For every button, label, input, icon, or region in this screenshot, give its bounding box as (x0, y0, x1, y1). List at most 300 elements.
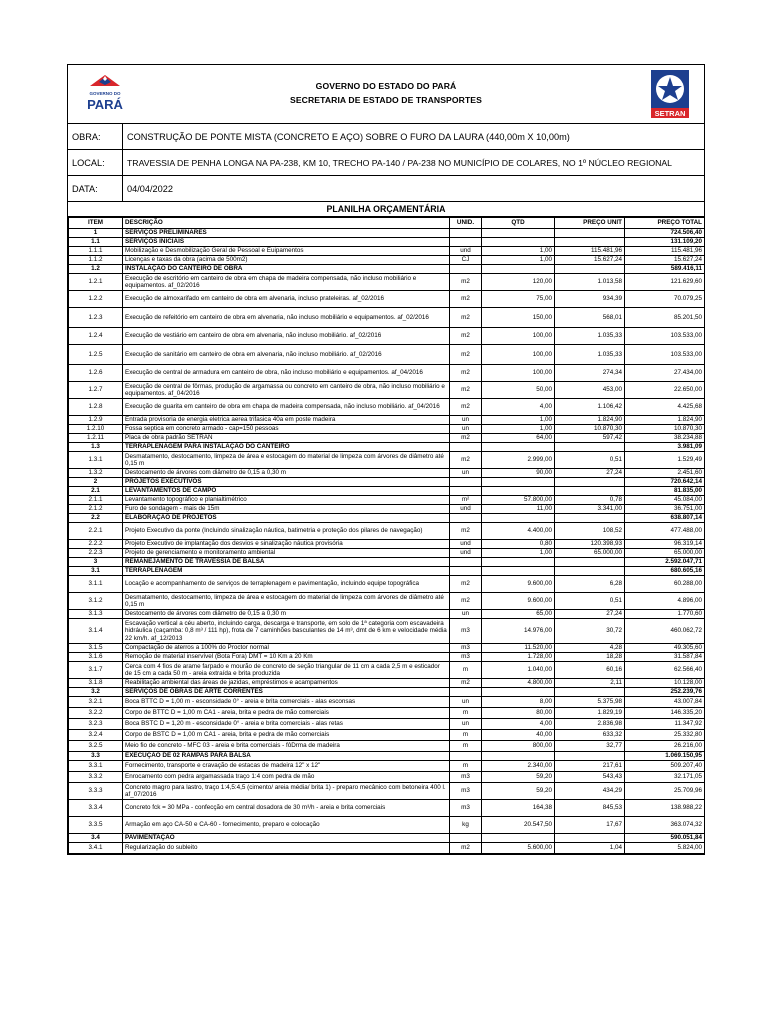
cell-qtd (482, 514, 555, 523)
table-row (69, 576, 705, 593)
cell-unid (450, 514, 482, 523)
table-row (69, 697, 705, 708)
cell-unid: m2 (450, 523, 482, 540)
table-section-row (69, 688, 705, 697)
table-section-row (69, 514, 705, 523)
cell-qtd: 9.600,00 (482, 576, 555, 593)
cell-qtd: 150,00 (482, 308, 555, 328)
cell-preco-total: 25.709,96 (625, 783, 705, 800)
cell-unid: m2 (450, 679, 482, 688)
para-government-logo (84, 73, 126, 115)
cell-qtd: 120,00 (482, 274, 555, 291)
table-row (69, 610, 705, 619)
cell-item: 1.2.2 (69, 291, 123, 308)
cell-qtd (482, 265, 555, 274)
table-row (69, 619, 705, 644)
cell-preco-total: 10.870,30 (625, 425, 705, 434)
cell-preco-unit: 27,24 (555, 469, 625, 478)
cell-item: 3.1.5 (69, 644, 123, 653)
table-section-row (69, 487, 705, 496)
cell-preco-total: 27.434,00 (625, 365, 705, 382)
cell-item: 2 (69, 478, 123, 487)
table-row (69, 345, 705, 365)
cell-qtd: 1,00 (482, 256, 555, 265)
table-row (69, 469, 705, 478)
cell-preco-unit (555, 443, 625, 452)
cell-qtd (482, 478, 555, 487)
cell-descricao: Furo de sondagem - mais de 15m (123, 505, 450, 514)
cell-qtd: 8,00 (482, 697, 555, 708)
cell-unid (450, 558, 482, 567)
cell-preco-unit: 568,01 (555, 308, 625, 328)
cell-descricao: SERVIÇOS PRELIMINARES (123, 229, 450, 238)
cell-qtd: 800,00 (482, 741, 555, 752)
setran-logo (650, 69, 690, 119)
cell-preco-total: 10.128,00 (625, 679, 705, 688)
cell-preco-total: 85.201,50 (625, 308, 705, 328)
cell-item: 3.1.4 (69, 619, 123, 644)
table-header-row (69, 218, 705, 229)
cell-preco-total: 509.207,40 (625, 761, 705, 772)
cell-item: 3 (69, 558, 123, 567)
table-row (69, 274, 705, 291)
cell-descricao: Boca BSTC D = 1,20 m - esconsidade 0° - areia e brita comerciais - alas retas (123, 719, 450, 730)
cell-descricao: Mobilização e Desmobilização Geral de Pessoal e Euipamentos (123, 247, 450, 256)
cell-unid: m2 (450, 308, 482, 328)
cell-preco-total: 115.481,96 (625, 247, 705, 256)
cell-descricao: Execução de refeitório em canteiro de obra em alvenaria, não incluso mobiliário e equipamentos. af_02/2016 (123, 308, 450, 328)
cell-descricao: PAVIMENTAÇÃO (123, 834, 450, 843)
col-header-descricao: DESCRIÇÃO (123, 218, 450, 229)
col-header-preco-total: PREÇO TOTAL (625, 218, 705, 229)
table-row (69, 382, 705, 399)
cell-preco-total: 103.533,00 (625, 345, 705, 365)
cell-preco-total: 60.288,00 (625, 576, 705, 593)
cell-descricao: Regularização do subleito (123, 843, 450, 854)
cell-preco-unit: 27,24 (555, 610, 625, 619)
cell-preco-unit (555, 834, 625, 843)
cell-descricao: Desmatamento, destocamento, limpeza de área e estocagem do material de limpeza com árvores de diâmetro até 0,15 m (123, 452, 450, 469)
cell-unid: m (450, 708, 482, 719)
cell-unid: un (450, 697, 482, 708)
cell-qtd (482, 834, 555, 843)
cell-item: 3.1 (69, 567, 123, 576)
cell-unid: m2 (450, 328, 482, 345)
cell-unid: m2 (450, 452, 482, 469)
cell-item: 1 (69, 229, 123, 238)
cell-unid: un (450, 416, 482, 425)
cell-item: 3.2.3 (69, 719, 123, 730)
cell-preco-total: 3.981,09 (625, 443, 705, 452)
cell-descricao: Execução de sanitário em canteiro de obra em alvenaria, não incluso mobiliário. af_02/2016 (123, 345, 450, 365)
cell-preco-total: 96.319,14 (625, 540, 705, 549)
cell-descricao: Concreto magro para lastro, traço 1:4,5:4,5 (cimento/ areia média/ brita 1) - preparo mecânico com betoneira 400 l. af_07/2016 (123, 783, 450, 800)
table-row (69, 800, 705, 817)
budget-table (68, 217, 705, 854)
cell-item: 1.2.9 (69, 416, 123, 425)
cell-descricao: Projeto Executivo da ponte (Incluindo sinalização náutica, batimetria e proteção dos pilares de navegação) (123, 523, 450, 540)
cell-descricao: SERVIÇOS INICIAIS (123, 238, 450, 247)
document-header (68, 65, 704, 124)
cell-unid: m3 (450, 644, 482, 653)
cell-preco-total: 2.451,60 (625, 469, 705, 478)
table-row (69, 817, 705, 834)
cell-unid: m3 (450, 772, 482, 783)
obra-row (68, 124, 704, 150)
cell-unid (450, 487, 482, 496)
cell-item: 1.2.3 (69, 308, 123, 328)
cell-preco-unit (555, 567, 625, 576)
cell-qtd: 1,00 (482, 247, 555, 256)
cell-descricao: Enrocamento com pedra argamassada traço 1:4 com pedra de mão (123, 772, 450, 783)
cell-qtd (482, 238, 555, 247)
cell-preco-unit: 3.341,00 (555, 505, 625, 514)
table-body (69, 229, 705, 854)
cell-qtd: 1,00 (482, 549, 555, 558)
cell-unid: m (450, 741, 482, 752)
local-label: LOCAL: (72, 157, 105, 168)
cell-item: 3.3.5 (69, 817, 123, 834)
cell-preco-total: 31.587,84 (625, 653, 705, 662)
data-row (68, 176, 704, 202)
cell-item: 3.3.3 (69, 783, 123, 800)
table-row (69, 761, 705, 772)
cell-qtd: 100,00 (482, 365, 555, 382)
cell-preco-total: 22.650,00 (625, 382, 705, 399)
cell-qtd (482, 487, 555, 496)
cell-qtd: 100,00 (482, 328, 555, 345)
cell-item: 1.2.7 (69, 382, 123, 399)
cell-descricao: SERVIÇOS DE OBRAS DE ARTE CORRENTES (123, 688, 450, 697)
table-row (69, 328, 705, 345)
table-row (69, 399, 705, 416)
cell-unid: CJ (450, 256, 482, 265)
cell-preco-unit: 217,61 (555, 761, 625, 772)
cell-preco-total: 460.062,72 (625, 619, 705, 644)
table-row (69, 523, 705, 540)
cell-preco-total: 4.425,68 (625, 399, 705, 416)
cell-unid (450, 229, 482, 238)
cell-unid: m2 (450, 593, 482, 610)
cell-preco-unit: 2.836,98 (555, 719, 625, 730)
cell-qtd: 59,20 (482, 772, 555, 783)
table-section-row (69, 265, 705, 274)
table-row (69, 247, 705, 256)
cell-unid: m2 (450, 382, 482, 399)
cell-qtd: 50,00 (482, 382, 555, 399)
obra-value: CONSTRUÇÃO DE PONTE MISTA (CONCRETO E AÇO) SOBRE O FURO DA LAURA (440,00m X 10,00m) (122, 124, 570, 149)
cell-qtd: 64,00 (482, 434, 555, 443)
obra-label: OBRA: (72, 131, 101, 142)
cell-preco-unit (555, 752, 625, 761)
cell-item: 2.2 (69, 514, 123, 523)
cell-preco-unit: 1.829,19 (555, 708, 625, 719)
cell-qtd: 9.600,00 (482, 593, 555, 610)
cell-descricao: Execução de central de fôrmas, produção de argamassa ou concreto em canteiro de obra, não incluso mobiliário e equipamentos. af_04/2016 (123, 382, 450, 399)
cell-item: 3.1.8 (69, 679, 123, 688)
cell-item: 1.2.5 (69, 345, 123, 365)
table-row (69, 843, 705, 854)
table-row (69, 679, 705, 688)
table-row (69, 365, 705, 382)
cell-unid: m (450, 662, 482, 679)
cell-preco-total: 589.416,11 (625, 265, 705, 274)
table-section-row (69, 752, 705, 761)
cell-item: 2.1 (69, 487, 123, 496)
cell-preco-total: 724.506,40 (625, 229, 705, 238)
cell-qtd: 5.600,00 (482, 843, 555, 854)
cell-descricao: Placa de obra padrão SETRAN (123, 434, 450, 443)
cell-qtd: 75,00 (482, 291, 555, 308)
cell-qtd (482, 752, 555, 761)
cell-descricao: INSTALAÇÃO DO CANTEIRO DE OBRA (123, 265, 450, 274)
cell-preco-unit: 453,00 (555, 382, 625, 399)
cell-preco-unit: 1,04 (555, 843, 625, 854)
cell-qtd: 1,00 (482, 416, 555, 425)
col-header-unid: UNID. (450, 218, 482, 229)
cell-preco-total: 680.605,16 (625, 567, 705, 576)
cell-preco-unit: 108,52 (555, 523, 625, 540)
cell-qtd: 2.340,00 (482, 761, 555, 772)
table-row (69, 730, 705, 741)
cell-preco-total: 65.000,00 (625, 549, 705, 558)
cell-item: 1.2 (69, 265, 123, 274)
cell-preco-total: 131.109,20 (625, 238, 705, 247)
logo-right-text: SETRAN (654, 109, 686, 118)
cell-preco-unit: 1.035,33 (555, 345, 625, 365)
cell-descricao: Cerca com 4 fios de arame farpado e mourão de concreto de seção triangular de 11 cm a cada 2,5 m e esticador de 15 cm a cada 50 m - areia extraída e brita produzida (123, 662, 450, 679)
cell-preco-total: 38.234,88 (625, 434, 705, 443)
cell-item: 1.3.1 (69, 452, 123, 469)
cell-unid: und (450, 247, 482, 256)
cell-preco-unit: 65.000,00 (555, 549, 625, 558)
cell-item: 3.2.2 (69, 708, 123, 719)
cell-descricao: Concreto fck = 30 MPa - confecção em central dosadora de 30 m³/h - areia e brita comerciais (123, 800, 450, 817)
table-row (69, 741, 705, 752)
cell-preco-unit: 2,11 (555, 679, 625, 688)
cell-preco-unit: 5.375,98 (555, 697, 625, 708)
cell-preco-total: 49.305,60 (625, 644, 705, 653)
cell-item: 3.1.1 (69, 576, 123, 593)
cell-preco-total: 32.171,05 (625, 772, 705, 783)
cell-unid: und (450, 505, 482, 514)
cell-descricao: EXECUÇÃO DE 02 RAMPAS PARA BALSA (123, 752, 450, 761)
cell-qtd: 80,00 (482, 708, 555, 719)
table-section-row (69, 567, 705, 576)
cell-unid: m2 (450, 843, 482, 854)
cell-unid: m2 (450, 345, 482, 365)
cell-item: 2.2.1 (69, 523, 123, 540)
cell-preco-total: 81.835,00 (625, 487, 705, 496)
table-row (69, 256, 705, 265)
cell-preco-total: 43.007,84 (625, 697, 705, 708)
cell-descricao: Projeto Executivo de implantação dos desvios e sinalização náutica provisória (123, 540, 450, 549)
cell-preco-total: 590.051,84 (625, 834, 705, 843)
cell-qtd: 11,00 (482, 505, 555, 514)
cell-item: 2.2.3 (69, 549, 123, 558)
budget-sheet (67, 64, 705, 855)
cell-item: 2.2.2 (69, 540, 123, 549)
cell-preco-total: 62.566,40 (625, 662, 705, 679)
table-row (69, 708, 705, 719)
cell-qtd: 1,00 (482, 425, 555, 434)
cell-preco-unit: 17,67 (555, 817, 625, 834)
cell-preco-total: 146.335,20 (625, 708, 705, 719)
cell-preco-total: 363.074,32 (625, 817, 705, 834)
cell-descricao: TERRAPLENAGEM PARA INSTALAÇÃO DO CANTEIRO (123, 443, 450, 452)
cell-descricao: Execução de almoxarifado em canteiro de obra em alvenaria, incluso prateleiras. af_02/2016 (123, 291, 450, 308)
cell-preco-total: 45.084,00 (625, 496, 705, 505)
cell-preco-total: 252.239,76 (625, 688, 705, 697)
table-row (69, 308, 705, 328)
cell-descricao: Fornecimento, transporte e cravação de estacas de madeira 12" x 12" (123, 761, 450, 772)
cell-preco-unit: 4,28 (555, 644, 625, 653)
cell-item: 3.1.2 (69, 593, 123, 610)
cell-descricao: Meio fio de concreto - MFC 03 - areia e brita comerciais - fôDrma de madeira (123, 741, 450, 752)
cell-descricao: Destocamento de árvores com diâmetro de 0,15 a 0,30 m (123, 610, 450, 619)
logo-left-text-2: PARÁ (87, 97, 123, 112)
cell-preco-unit: 633,32 (555, 730, 625, 741)
cell-preco-unit: 434,29 (555, 783, 625, 800)
cell-descricao: Licenças e taxas da obra (acima de 500m2) (123, 256, 450, 265)
cell-qtd: 59,20 (482, 783, 555, 800)
cell-item: 3.1.6 (69, 653, 123, 662)
cell-preco-unit: 0,78 (555, 496, 625, 505)
cell-preco-total: 36.751,00 (625, 505, 705, 514)
table-row (69, 505, 705, 514)
cell-preco-unit: 6,28 (555, 576, 625, 593)
cell-item: 3.2.4 (69, 730, 123, 741)
cell-preco-unit: 32,77 (555, 741, 625, 752)
cell-unid (450, 238, 482, 247)
cell-preco-unit: 274,34 (555, 365, 625, 382)
cell-qtd: 14.976,00 (482, 619, 555, 644)
table-row (69, 653, 705, 662)
cell-preco-unit: 10.870,30 (555, 425, 625, 434)
table-row (69, 452, 705, 469)
cell-descricao: Locação e acompanhamento de serviços de terraplenagem e pavimentação, incluindo equipe topográfica (123, 576, 450, 593)
cell-qtd: 4,00 (482, 399, 555, 416)
cell-preco-unit: 1.824,90 (555, 416, 625, 425)
logo-left-text-1: GOVERNO DO (89, 91, 121, 96)
cell-qtd: 0,80 (482, 540, 555, 549)
cell-unid: m3 (450, 653, 482, 662)
cell-descricao: Execução de guarita em canteiro de obra em chapa de madeira compensada, não incluso mobiliário. af_04/2016 (123, 399, 450, 416)
table-section-row (69, 558, 705, 567)
cell-unid: m3 (450, 619, 482, 644)
cell-qtd (482, 558, 555, 567)
table-row (69, 644, 705, 653)
cell-item: 3.2.5 (69, 741, 123, 752)
cell-item: 1.3 (69, 443, 123, 452)
cell-preco-unit: 0,51 (555, 593, 625, 610)
data-value: 04/04/2022 (122, 176, 173, 201)
cell-preco-unit (555, 558, 625, 567)
cell-preco-unit: 120.398,93 (555, 540, 625, 549)
table-row (69, 291, 705, 308)
table-row (69, 496, 705, 505)
cell-preco-total: 103.533,00 (625, 328, 705, 345)
cell-preco-unit: 115.481,96 (555, 247, 625, 256)
cell-descricao: Compactação de aterros a 100% do Proctor normal (123, 644, 450, 653)
table-section-row (69, 238, 705, 247)
cell-unid (450, 478, 482, 487)
cell-descricao: Desmatamento, destocamento, limpeza de área e estocagem do material de limpeza com árvores de diâmetro até 0,15 m (123, 593, 450, 610)
cell-descricao: Entrada provisoria de energia eletrica aerea trifasica 40a em poste madeira (123, 416, 450, 425)
cell-preco-unit: 15.627,24 (555, 256, 625, 265)
cell-item: 3.1.7 (69, 662, 123, 679)
cell-unid: m (450, 761, 482, 772)
cell-preco-total: 1.069.150,95 (625, 752, 705, 761)
cell-descricao: REMANEJAMENTO DE TRAVESSIA DE BALSA (123, 558, 450, 567)
cell-preco-total: 138.988,22 (625, 800, 705, 817)
cell-item: 1.2.10 (69, 425, 123, 434)
cell-item: 1.2.1 (69, 274, 123, 291)
cell-unid: und (450, 540, 482, 549)
cell-item: 1.2.11 (69, 434, 123, 443)
cell-preco-total: 4.896,00 (625, 593, 705, 610)
cell-qtd: 2.999,00 (482, 452, 555, 469)
cell-preco-unit: 60,16 (555, 662, 625, 679)
cell-item: 2.1.2 (69, 505, 123, 514)
table-row (69, 416, 705, 425)
cell-preco-total: 1.529,49 (625, 452, 705, 469)
cell-item: 2.1.1 (69, 496, 123, 505)
table-row (69, 434, 705, 443)
cell-descricao: TERRAPLENAGEM (123, 567, 450, 576)
cell-item: 3.2 (69, 688, 123, 697)
cell-preco-unit (555, 487, 625, 496)
cell-preco-unit (555, 229, 625, 238)
local-row (68, 150, 704, 176)
cell-preco-total: 720.642,14 (625, 478, 705, 487)
cell-item: 3.2.1 (69, 697, 123, 708)
cell-descricao: Fossa septica em concreto armado - cap=150 pessoas (123, 425, 450, 434)
cell-qtd (482, 567, 555, 576)
cell-preco-total: 5.824,00 (625, 843, 705, 854)
cell-qtd (482, 443, 555, 452)
cell-unid: un (450, 610, 482, 619)
cell-qtd: 90,00 (482, 469, 555, 478)
cell-unid (450, 752, 482, 761)
table-row (69, 425, 705, 434)
col-header-qtd: QTD (482, 218, 555, 229)
cell-unid: m2 (450, 576, 482, 593)
cell-preco-unit: 1.106,42 (555, 399, 625, 416)
cell-preco-total: 11.347,92 (625, 719, 705, 730)
cell-descricao: Reabilitação ambiental das áreas de jazidas, empréstimos e acampamentos (123, 679, 450, 688)
cell-item: 1.1 (69, 238, 123, 247)
cell-unid: kg (450, 817, 482, 834)
cell-qtd: 4.400,00 (482, 523, 555, 540)
cell-preco-unit (555, 265, 625, 274)
cell-preco-unit (555, 688, 625, 697)
cell-unid (450, 443, 482, 452)
cell-preco-total: 15.627,24 (625, 256, 705, 265)
cell-qtd: 20.547,50 (482, 817, 555, 834)
cell-preco-unit: 543,43 (555, 772, 625, 783)
cell-descricao: Projeto de gerenciamento e monitoramento ambiental (123, 549, 450, 558)
cell-descricao: Levantamento topográfico e planialtimétrico (123, 496, 450, 505)
cell-unid: m3 (450, 783, 482, 800)
cell-qtd: 57.800,00 (482, 496, 555, 505)
government-title: GOVERNO DO ESTADO DO PARÁ (315, 81, 457, 91)
cell-qtd: 11.520,00 (482, 644, 555, 653)
cell-preco-total: 638.807,14 (625, 514, 705, 523)
cell-qtd (482, 688, 555, 697)
cell-preco-total: 2.592.047,71 (625, 558, 705, 567)
cell-preco-unit (555, 238, 625, 247)
